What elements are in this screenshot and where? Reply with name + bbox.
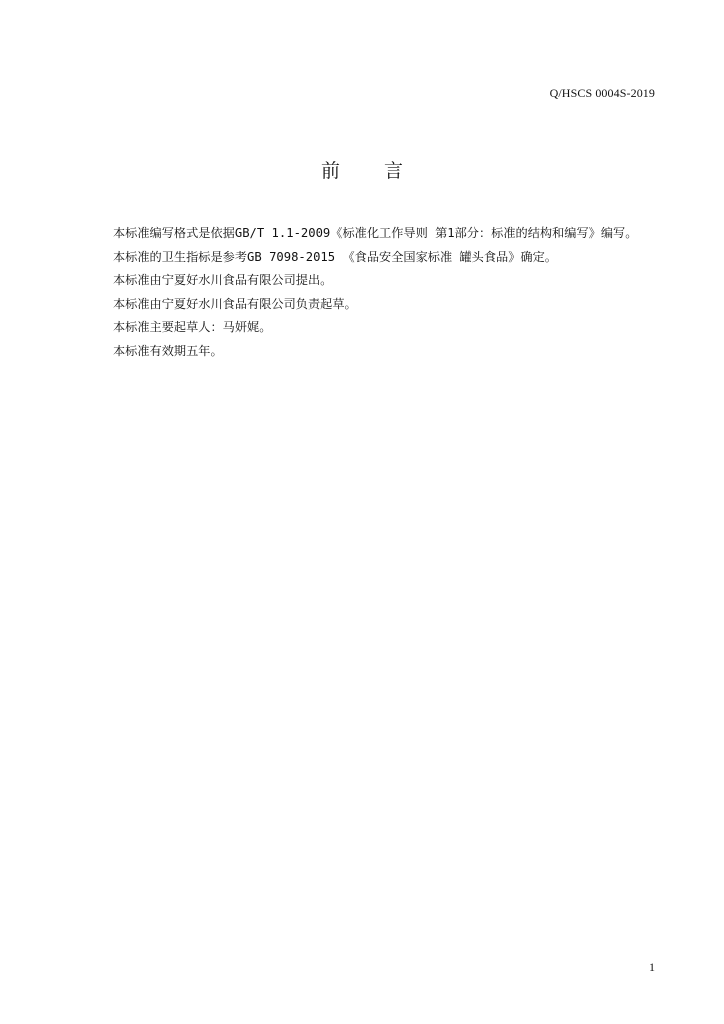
foreword-line: 本标准由宁夏好水川食品有限公司负责起草。 [113,296,357,311]
foreword-line: 本标准的卫生指标是参考GB 7098-2015 《食品安全国家标准 罐头食品》确定。 [113,249,557,264]
title-char-1: 前 [320,160,340,182]
title-char-2: 言 [384,160,404,182]
foreword-body [113,222,673,364]
page-number: 1 [649,960,655,974]
standard-code: Q/HSCS 0004S-2019 [549,86,655,100]
foreword-line: 本标准有效期五年。 [113,343,223,358]
page-title [0,156,724,183]
foreword-line: 本标准由宁夏好水川食品有限公司提出。 [113,273,333,288]
foreword-line: 本标准主要起草人：马妍娓。 [113,320,272,335]
foreword-line: 本标准编写格式是依据GB/T 1.1-2009《标准化工作导则 第1部分：标准的结构和编写》编写。 [113,226,638,240]
